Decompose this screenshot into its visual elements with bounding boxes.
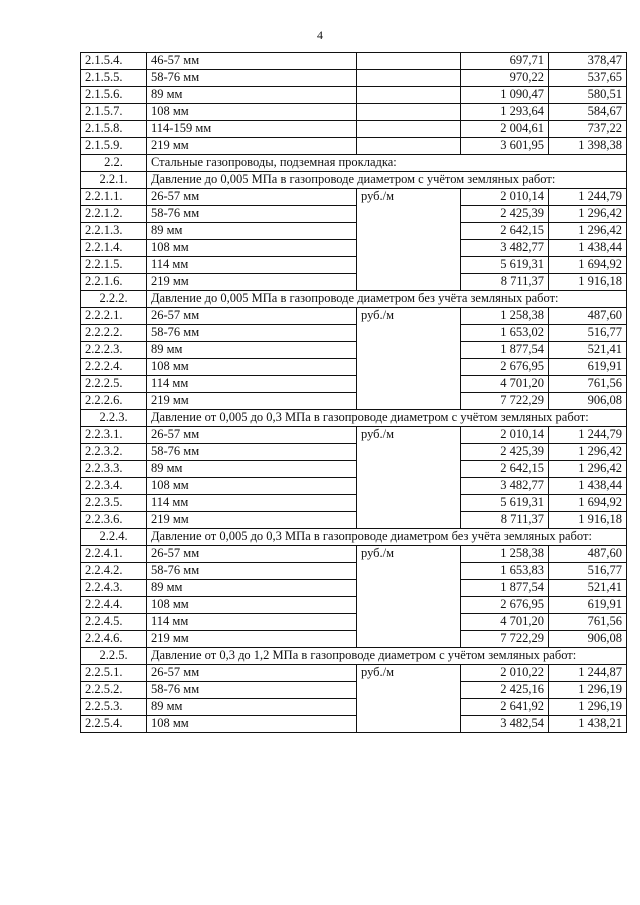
price-table-body [81, 53, 627, 733]
item-name: 114 мм [147, 376, 357, 393]
item-code: 2.2.5.2. [81, 682, 147, 699]
item-code: 2.2.4.4. [81, 597, 147, 614]
table-row [81, 359, 627, 376]
section-title: Стальные газопроводы, подземная прокладка: [147, 155, 627, 172]
item-name: 89 мм [147, 342, 357, 359]
item-value-1: 3 482,54 [461, 716, 549, 733]
item-value-2: 737,22 [549, 121, 627, 138]
table-row [81, 257, 627, 274]
table-row [81, 631, 627, 648]
table-row [81, 342, 627, 359]
item-code: 2.2.3.3. [81, 461, 147, 478]
item-value-1: 1 293,64 [461, 104, 549, 121]
item-value-2: 521,41 [549, 342, 627, 359]
item-name: 58-76 мм [147, 563, 357, 580]
item-name: 26-57 мм [147, 546, 357, 563]
item-value-2: 1 694,92 [549, 495, 627, 512]
item-value-2: 1 916,18 [549, 512, 627, 529]
table-row [81, 240, 627, 257]
item-unit [357, 614, 461, 631]
item-value-1: 8 711,37 [461, 512, 549, 529]
item-value-1: 1 877,54 [461, 342, 549, 359]
item-name: 114 мм [147, 614, 357, 631]
section-row [81, 155, 627, 172]
item-value-2: 1 296,42 [549, 444, 627, 461]
item-name: 26-57 мм [147, 427, 357, 444]
item-name: 89 мм [147, 87, 357, 104]
item-value-2: 487,60 [549, 546, 627, 563]
item-name: 26-57 мм [147, 308, 357, 325]
item-code: 2.2.1.5. [81, 257, 147, 274]
item-value-1: 2 425,39 [461, 444, 549, 461]
group-title: Давление от 0,3 до 1,2 МПа в газопроводе диаметром с учётом земляных работ: [147, 648, 627, 665]
item-value-1: 2 010,14 [461, 427, 549, 444]
item-name: 108 мм [147, 716, 357, 733]
item-value-1: 3 601,95 [461, 138, 549, 155]
table-row [81, 546, 627, 563]
item-value-2: 1 916,18 [549, 274, 627, 291]
item-value-2: 1 244,79 [549, 427, 627, 444]
item-unit [357, 53, 461, 70]
item-code: 2.2.4.2. [81, 563, 147, 580]
item-value-1: 3 482,77 [461, 478, 549, 495]
item-value-2: 1 244,79 [549, 189, 627, 206]
table-row [81, 495, 627, 512]
item-unit [357, 461, 461, 478]
item-code: 2.2.1.4. [81, 240, 147, 257]
item-name: 58-76 мм [147, 682, 357, 699]
item-code: 2.2.3.4. [81, 478, 147, 495]
item-value-2: 1 296,19 [549, 682, 627, 699]
item-code: 2.1.5.6. [81, 87, 147, 104]
item-unit [357, 359, 461, 376]
item-name: 89 мм [147, 461, 357, 478]
item-name: 219 мм [147, 631, 357, 648]
item-value-1: 2 004,61 [461, 121, 549, 138]
item-value-1: 697,71 [461, 53, 549, 70]
item-code: 2.2.2.4. [81, 359, 147, 376]
item-value-1: 1 258,38 [461, 546, 549, 563]
item-unit [357, 70, 461, 87]
item-code: 2.2.2.6. [81, 393, 147, 410]
table-row [81, 70, 627, 87]
item-value-2: 378,47 [549, 53, 627, 70]
item-unit [357, 478, 461, 495]
item-name: 108 мм [147, 359, 357, 376]
item-value-1: 1 653,83 [461, 563, 549, 580]
item-value-1: 1 258,38 [461, 308, 549, 325]
table-row [81, 444, 627, 461]
table-row [81, 53, 627, 70]
item-name: 219 мм [147, 512, 357, 529]
item-unit [357, 631, 461, 648]
item-code: 2.2.1.2. [81, 206, 147, 223]
table-row [81, 104, 627, 121]
item-name: 89 мм [147, 699, 357, 716]
item-value-2: 537,65 [549, 70, 627, 87]
item-name: 58-76 мм [147, 206, 357, 223]
item-code: 2.2.4.1. [81, 546, 147, 563]
item-unit [357, 393, 461, 410]
group-title: Давление до 0,005 МПа в газопроводе диаметром с учётом земляных работ: [147, 172, 627, 189]
item-code: 2.2.1.1. [81, 189, 147, 206]
item-code: 2.2.2.3. [81, 342, 147, 359]
item-unit [357, 682, 461, 699]
item-value-1: 970,22 [461, 70, 549, 87]
item-code: 2.1.5.4. [81, 53, 147, 70]
table-row [81, 376, 627, 393]
item-name: 58-76 мм [147, 444, 357, 461]
item-unit: руб./м [357, 546, 461, 563]
item-value-2: 1 438,44 [549, 478, 627, 495]
table-row [81, 87, 627, 104]
item-unit: руб./м [357, 427, 461, 444]
item-name: 108 мм [147, 240, 357, 257]
item-value-2: 1 296,42 [549, 461, 627, 478]
price-table [80, 52, 627, 733]
item-unit: руб./м [357, 189, 461, 206]
item-unit [357, 580, 461, 597]
table-row [81, 325, 627, 342]
item-value-1: 4 701,20 [461, 614, 549, 631]
item-name: 46-57 мм [147, 53, 357, 70]
item-value-2: 906,08 [549, 631, 627, 648]
table-row [81, 427, 627, 444]
item-value-2: 1 296,42 [549, 206, 627, 223]
item-unit [357, 699, 461, 716]
table-row [81, 563, 627, 580]
group-code: 2.2.4. [81, 529, 147, 546]
item-value-2: 619,91 [549, 597, 627, 614]
item-value-2: 516,77 [549, 563, 627, 580]
table-row [81, 223, 627, 240]
item-value-1: 1 090,47 [461, 87, 549, 104]
group-header-row [81, 648, 627, 665]
item-unit: руб./м [357, 308, 461, 325]
item-value-2: 1 438,44 [549, 240, 627, 257]
table-row [81, 512, 627, 529]
item-name: 219 мм [147, 274, 357, 291]
item-value-2: 1 296,42 [549, 223, 627, 240]
item-value-1: 2 010,22 [461, 665, 549, 682]
item-value-1: 2 425,39 [461, 206, 549, 223]
item-unit [357, 257, 461, 274]
group-header-row [81, 291, 627, 308]
table-row [81, 682, 627, 699]
item-value-1: 5 619,31 [461, 257, 549, 274]
group-header-row [81, 172, 627, 189]
item-unit [357, 716, 461, 733]
item-unit [357, 342, 461, 359]
item-code: 2.2.1.6. [81, 274, 147, 291]
item-code: 2.2.2.2. [81, 325, 147, 342]
item-unit [357, 325, 461, 342]
table-row [81, 716, 627, 733]
group-code: 2.2.3. [81, 410, 147, 427]
item-code: 2.2.2.1. [81, 308, 147, 325]
item-name: 89 мм [147, 223, 357, 240]
item-code: 2.1.5.5. [81, 70, 147, 87]
item-unit [357, 444, 461, 461]
item-value-1: 2 676,95 [461, 597, 549, 614]
item-value-1: 1 653,02 [461, 325, 549, 342]
table-row [81, 189, 627, 206]
item-name: 58-76 мм [147, 325, 357, 342]
item-value-1: 2 676,95 [461, 359, 549, 376]
item-name: 58-76 мм [147, 70, 357, 87]
item-code: 2.2.5.4. [81, 716, 147, 733]
table-row [81, 699, 627, 716]
item-unit [357, 512, 461, 529]
item-value-2: 1 438,21 [549, 716, 627, 733]
table-row [81, 121, 627, 138]
item-code: 2.2.5.3. [81, 699, 147, 716]
page-number: 4 [317, 28, 323, 42]
item-unit [357, 563, 461, 580]
item-value-2: 584,67 [549, 104, 627, 121]
item-name: 108 мм [147, 597, 357, 614]
table-row [81, 206, 627, 223]
item-unit [357, 121, 461, 138]
section-code: 2.2. [81, 155, 147, 172]
item-value-1: 5 619,31 [461, 495, 549, 512]
group-title: Давление до 0,005 МПа в газопроводе диаметром без учёта земляных работ: [147, 291, 627, 308]
item-name: 89 мм [147, 580, 357, 597]
item-unit [357, 274, 461, 291]
item-unit [357, 240, 461, 257]
item-value-1: 2 425,16 [461, 682, 549, 699]
item-code: 2.2.5.1. [81, 665, 147, 682]
item-code: 2.2.3.1. [81, 427, 147, 444]
item-code: 2.1.5.9. [81, 138, 147, 155]
item-value-2: 487,60 [549, 308, 627, 325]
item-code: 2.2.4.3. [81, 580, 147, 597]
item-code: 2.1.5.8. [81, 121, 147, 138]
item-value-1: 7 722,29 [461, 631, 549, 648]
item-code: 2.2.4.6. [81, 631, 147, 648]
item-unit [357, 138, 461, 155]
group-code: 2.2.1. [81, 172, 147, 189]
item-value-2: 1 296,19 [549, 699, 627, 716]
item-value-2: 580,51 [549, 87, 627, 104]
item-value-1: 1 877,54 [461, 580, 549, 597]
group-title: Давление от 0,005 до 0,3 МПа в газопроводе диаметром без учёта земляных работ: [147, 529, 627, 546]
item-unit [357, 87, 461, 104]
item-value-1: 7 722,29 [461, 393, 549, 410]
item-value-2: 619,91 [549, 359, 627, 376]
table-row [81, 597, 627, 614]
table-row [81, 308, 627, 325]
item-value-2: 1 244,87 [549, 665, 627, 682]
item-name: 114-159 мм [147, 121, 357, 138]
group-code: 2.2.2. [81, 291, 147, 308]
item-code: 2.2.3.5. [81, 495, 147, 512]
table-row [81, 580, 627, 597]
item-value-1: 3 482,77 [461, 240, 549, 257]
item-code: 2.2.4.5. [81, 614, 147, 631]
item-unit [357, 104, 461, 121]
item-code: 2.2.3.2. [81, 444, 147, 461]
item-value-2: 1 398,38 [549, 138, 627, 155]
item-unit [357, 223, 461, 240]
item-code: 2.1.5.7. [81, 104, 147, 121]
table-row [81, 614, 627, 631]
item-value-2: 761,56 [549, 376, 627, 393]
item-unit: руб./м [357, 665, 461, 682]
item-name: 108 мм [147, 104, 357, 121]
item-value-1: 2 642,15 [461, 461, 549, 478]
item-unit [357, 206, 461, 223]
item-name: 219 мм [147, 138, 357, 155]
item-value-2: 1 694,92 [549, 257, 627, 274]
item-value-1: 2 641,92 [461, 699, 549, 716]
table-row [81, 665, 627, 682]
group-title: Давление от 0,005 до 0,3 МПа в газопроводе диаметром с учётом земляных работ: [147, 410, 627, 427]
item-value-1: 8 711,37 [461, 274, 549, 291]
group-header-row [81, 410, 627, 427]
table-row [81, 274, 627, 291]
item-code: 2.2.1.3. [81, 223, 147, 240]
item-value-2: 906,08 [549, 393, 627, 410]
item-name: 219 мм [147, 393, 357, 410]
item-name: 26-57 мм [147, 665, 357, 682]
item-value-1: 2 010,14 [461, 189, 549, 206]
group-code: 2.2.5. [81, 648, 147, 665]
item-value-2: 521,41 [549, 580, 627, 597]
item-unit [357, 376, 461, 393]
item-value-2: 516,77 [549, 325, 627, 342]
item-value-2: 761,56 [549, 614, 627, 631]
item-unit [357, 597, 461, 614]
item-name: 26-57 мм [147, 189, 357, 206]
item-name: 114 мм [147, 257, 357, 274]
item-code: 2.2.2.5. [81, 376, 147, 393]
table-row [81, 461, 627, 478]
table-row [81, 138, 627, 155]
group-header-row [81, 529, 627, 546]
table-row [81, 478, 627, 495]
item-name: 108 мм [147, 478, 357, 495]
item-code: 2.2.3.6. [81, 512, 147, 529]
item-name: 114 мм [147, 495, 357, 512]
table-row [81, 393, 627, 410]
item-unit [357, 495, 461, 512]
item-value-1: 2 642,15 [461, 223, 549, 240]
item-value-1: 4 701,20 [461, 376, 549, 393]
